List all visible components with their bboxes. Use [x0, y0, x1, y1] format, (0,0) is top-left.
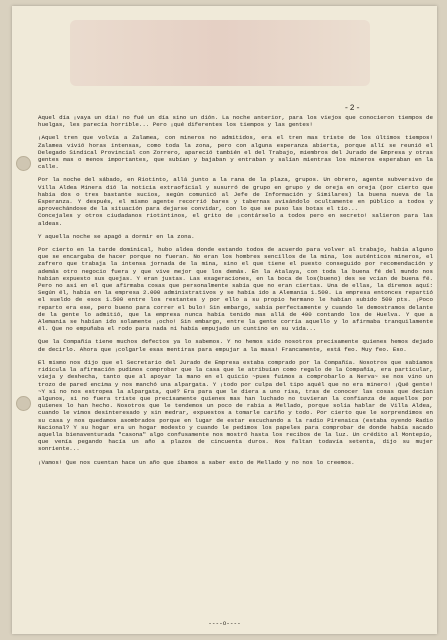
paragraph: Que la Compañía tiene muchos defectos ya lo sabemos. Y no hemos sido nosotros precisamente quienes hemos dejado de decirlo. Ahora que ¡colgarle esas mentiras para empujar a la masa! Francamente, está feo. Muy feo. Eso.: [38, 338, 437, 353]
paragraph: ¡Aquel tren que volvía a Zalamea, con mineros no admitidos, era el tren mas triste de los últimos tiempos! Zalamea vivió horas intensas, como toda la zona, pero con alguna esperanza abierta, porque allí se reunió el Delegado Sindical Provincial con Zorrero, apareció también el del Trabajo, miembros del Jurado de Empresa y otras gentes mas o menos importantes, que subían y bajaban y entraban y salían mientras los mineros esperaban en la calle.: [38, 134, 437, 171]
paragraph: ¡Vamos! Que nos cuentan hace un año que íbamos a saber esto de Mellado y no nos lo creemos.: [38, 458, 355, 466]
paragraph: Y aquella noche se apagó a dormir en la zona.: [38, 232, 195, 240]
paragraph: Por la noche del sábado, en Riotinto, allá junto a la rana de la plaza, grupos. Un obrero, agente subversivo de Villa Aldea Minera dió la noticia extraoficial y susurró de grupo en grupo y de oreja en oreja (por cierto que había dos o tres bastante sucios, según comunicó al Jefe de Información y Similares) la buena nueva de la Esperanza. Y después, el mismo agente recorrió bares y tabernas avisándolo ocultamente en público a todos y aprovechándose de la situación para dejarse convidar, con lo que se puso las botas el tío... Concejales y otros ciudadanos riotintinos, el grito de ¡contárselo a todos pero en secreto! salieron para las aldeas.: [38, 176, 433, 227]
paragraph: Aquel día ¡vaya un día! no fué un día sino un dión. La noche anterior, para los viejos que conocieron tiempos de huelgas, les parecía horrible... Pero ¡qué diferentes los tiempos y las gentes!: [38, 114, 437, 129]
page-number: -2-: [344, 104, 362, 113]
paragraph: El mismo nos dijo que el Secretario del Jurado de Empresa estaba comprado por la Compañía. Nosotros que sabíamos ridícula la afirmación pudimos comprobar que la casa que le atribuían como regalo de la Compañía, era particular, vieja y deshecha, tanto que al apoyar la mano en el quicio ~pues fuimos a comprobarlo a Nerva~ se nos vino un trozo de pared encima y nos manchó una alpargata. Y ¡todo por culpa del tipo aquél que no era minero! ¡Qué gente! ~Y si no nos estropea la alpargata, qué? Era para que le diera a uno risa, tras de conocer las cosas que decían algunos, si no fuera triste que precisamente quienes mas han luchado no tuvieran la confianza de aquellos por quienes lo han hecho. Nosotros que le tendemos un poco de rabia a Mellado, porque solía hablar de Villa Aldea, cuando le vimos desinteresado y sin medrar, expuestos a tomarle cariño y todo. Por cierto que le sorprendimos en su casa y nos quedamos asombrados porque en lugar de estar escuchando a la radio Pirenaica (estaba oyendo Radio Nacional? Y su hogar era un hogar modesto y cuando le pedimos los papeles para comprobar de donde había sacado aquella bienaventurada "casona" algo confusamente nos mostró hasta los recibos de la luz. Un crédito al Montepío, que venía pegando hacía un año a plazos de cincuenta duros. Nos faltan todavía setenta, dijo su mujer sonriente...: [38, 358, 437, 453]
paragraph: Por cierto en la tarde dominical, hubo aldea donde estando todos de acuerdo para volver al trabajo, había alguno que se encargaba de hacer porque no fueran. No eran los hombres sencillos de la mina, los auténticos mineros, el zafrero que trabaja la intensa jornada de la mina, sino el que tiene el puesto conseguido por recomendación y además otro negocio fuera y que vive mejor que los demás. En la Atalaya, con toda la buena fé del mundo nos habían expuesto sus quejas. Y eran justas. Las exageraciones, en la boca de los(bueno) des se vcían de buena fé. Pero no así en el que afirmaba cosas que personalmente sabía que no eran ciertas. Una de ellas, la diremos aquí: Según él, había en la empresa 2.000 administrativos y se había ido a Alemania 1.500. La empresa entonces repartió el sueldo de esos 1.500 entre los restantes y por ello a su propio hermano le habían subido 500 pts. ¡Poco reparto era ese, pero bueno para correr el bulo! Sin embargo, sabía perfectamente y cuando le demostramos delante de la gente lo admitió, que la empresa nunca había tenido mas allá de 400 contando los de Huelva. Y que a Alemania se habían ido solamente ¡ocho! Sin embargo, entre la gente corría aquello y lo afirmaba tranquilamente él. Que no empuñaba el rodo para nada ni había empujado un cuntino en su vida...: [38, 246, 437, 333]
binder-hole: [16, 396, 31, 411]
document-body: [38, 114, 437, 472]
end-mark: ----o----: [208, 620, 241, 627]
faded-stamp: [70, 20, 370, 86]
document-page: [12, 6, 437, 634]
binder-hole: [16, 156, 31, 171]
